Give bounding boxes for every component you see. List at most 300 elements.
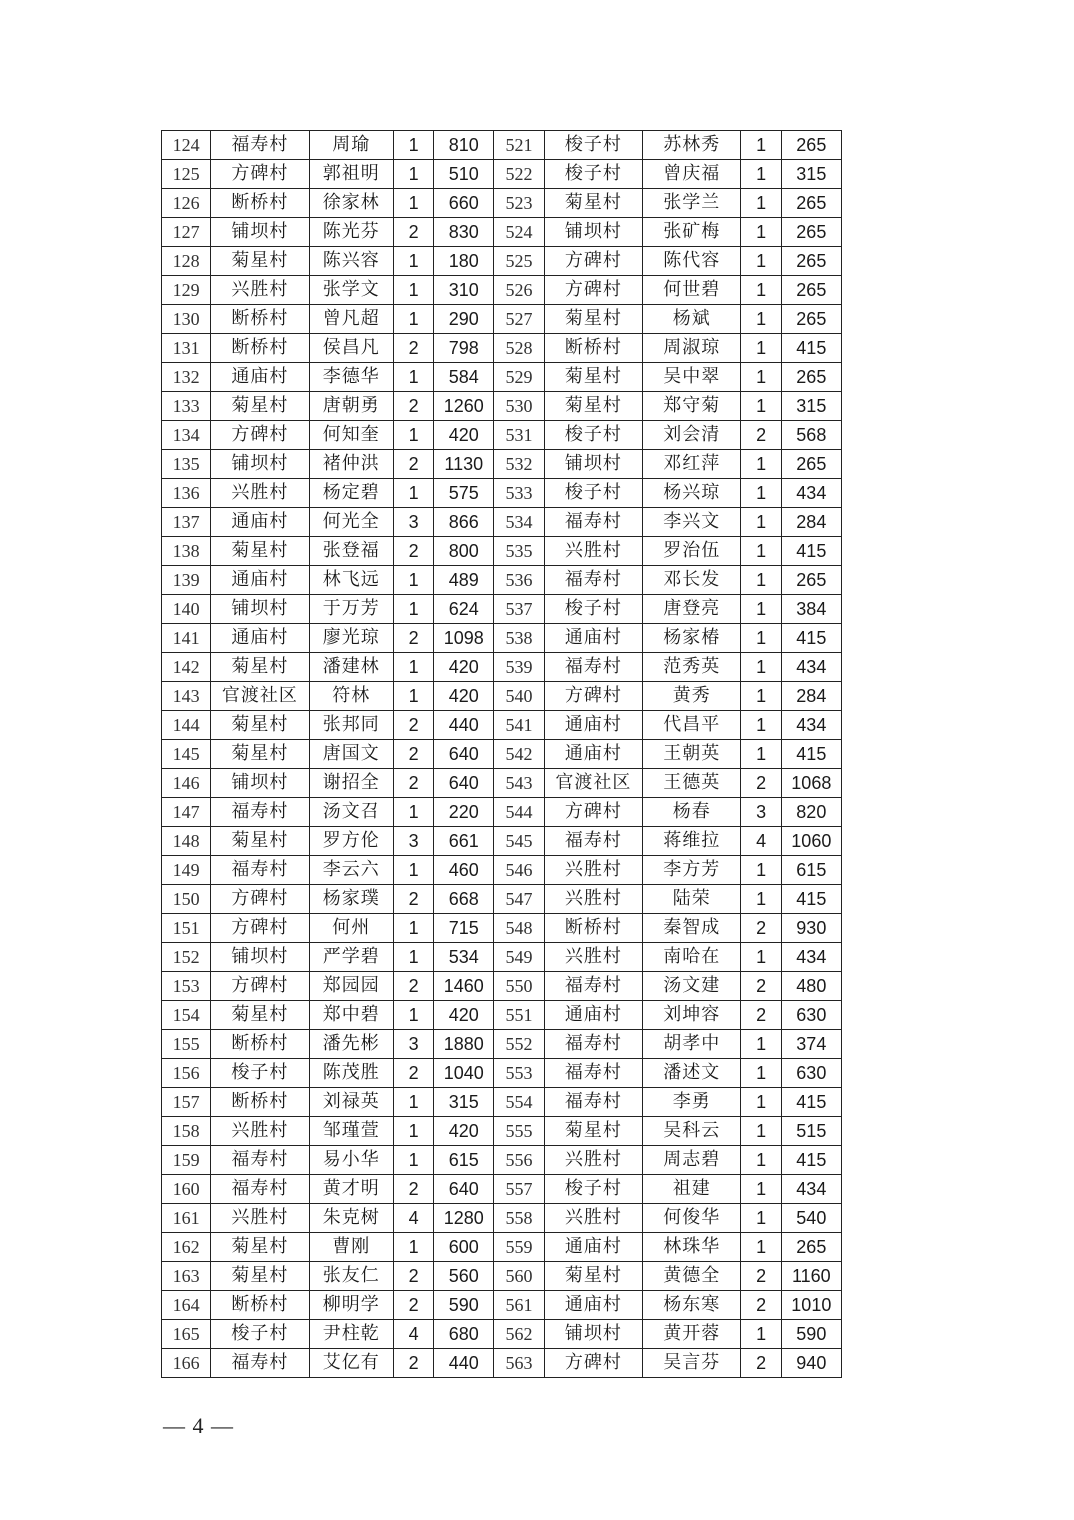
cell-amount: 265 <box>781 131 841 160</box>
cell-household-size: 1 <box>393 798 433 827</box>
cell-name: 杨东寒 <box>643 1291 741 1320</box>
cell-row-number: 144 <box>162 711 211 740</box>
cell-village: 菊星村 <box>544 392 642 421</box>
cell-row-number: 156 <box>162 1059 211 1088</box>
cell-name: 陆荣 <box>643 885 741 914</box>
cell-village: 通庙村 <box>544 711 642 740</box>
cell-row-number: 133 <box>162 392 211 421</box>
cell-village: 福寿村 <box>544 1059 642 1088</box>
cell-row-number: 562 <box>494 1320 544 1349</box>
cell-row-number: 127 <box>162 218 211 247</box>
cell-household-size: 1 <box>741 1204 781 1233</box>
cell-village: 福寿村 <box>211 1349 309 1378</box>
cell-amount: 1160 <box>781 1262 841 1291</box>
cell-row-number: 162 <box>162 1233 211 1262</box>
cell-amount: 661 <box>434 827 494 856</box>
cell-village: 通庙村 <box>211 566 309 595</box>
cell-amount: 415 <box>781 537 841 566</box>
cell-amount: 560 <box>434 1262 494 1291</box>
table-row <box>162 595 842 624</box>
cell-amount: 284 <box>781 682 841 711</box>
cell-name: 艾亿有 <box>309 1349 393 1378</box>
cell-village: 兴胜村 <box>211 479 309 508</box>
cell-amount: 290 <box>434 305 494 334</box>
cell-household-size: 2 <box>741 1291 781 1320</box>
table-row <box>162 914 842 943</box>
cell-row-number: 154 <box>162 1001 211 1030</box>
cell-household-size: 1 <box>393 1001 433 1030</box>
cell-village: 兴胜村 <box>544 943 642 972</box>
cell-household-size: 1 <box>393 305 433 334</box>
table-row <box>162 479 842 508</box>
cell-village: 梭子村 <box>544 479 642 508</box>
cell-row-number: 149 <box>162 856 211 885</box>
table-row <box>162 885 842 914</box>
cell-row-number: 129 <box>162 276 211 305</box>
cell-village: 兴胜村 <box>544 1204 642 1233</box>
cell-household-size: 1 <box>741 740 781 769</box>
table-row <box>162 160 842 189</box>
table-row <box>162 943 842 972</box>
cell-name: 朱克树 <box>309 1204 393 1233</box>
cell-amount: 420 <box>434 1001 494 1030</box>
cell-name: 张学文 <box>309 276 393 305</box>
cell-household-size: 1 <box>393 131 433 160</box>
cell-name: 何光全 <box>309 508 393 537</box>
cell-household-size: 1 <box>393 1146 433 1175</box>
table-row <box>162 421 842 450</box>
cell-name: 蒋维拉 <box>643 827 741 856</box>
cell-name: 林飞远 <box>309 566 393 595</box>
table-row <box>162 1320 842 1349</box>
cell-amount: 660 <box>434 189 494 218</box>
cell-household-size: 2 <box>741 421 781 450</box>
cell-village: 方碑村 <box>544 1349 642 1378</box>
cell-amount: 630 <box>781 1059 841 1088</box>
cell-name: 刘坤容 <box>643 1001 741 1030</box>
cell-village: 菊星村 <box>211 711 309 740</box>
cell-village: 官渡社区 <box>544 769 642 798</box>
cell-amount: 630 <box>781 1001 841 1030</box>
cell-village: 菊星村 <box>211 247 309 276</box>
cell-household-size: 1 <box>393 479 433 508</box>
cell-household-size: 1 <box>393 276 433 305</box>
cell-household-size: 1 <box>741 363 781 392</box>
cell-name: 杨家璞 <box>309 885 393 914</box>
cell-row-number: 139 <box>162 566 211 595</box>
cell-row-number: 141 <box>162 624 211 653</box>
table-row <box>162 189 842 218</box>
cell-village: 方碑村 <box>544 798 642 827</box>
cell-village: 菊星村 <box>211 653 309 682</box>
cell-household-size: 2 <box>393 711 433 740</box>
table-row <box>162 131 842 160</box>
cell-name: 谢招全 <box>309 769 393 798</box>
cell-village: 兴胜村 <box>211 276 309 305</box>
cell-village: 断桥村 <box>211 334 309 363</box>
cell-row-number: 541 <box>494 711 544 740</box>
cell-row-number: 539 <box>494 653 544 682</box>
cell-row-number: 557 <box>494 1175 544 1204</box>
cell-household-size: 1 <box>393 1088 433 1117</box>
cell-amount: 615 <box>781 856 841 885</box>
cell-row-number: 125 <box>162 160 211 189</box>
cell-amount: 866 <box>434 508 494 537</box>
cell-village: 方碑村 <box>211 885 309 914</box>
cell-village: 断桥村 <box>211 1088 309 1117</box>
cell-row-number: 142 <box>162 653 211 682</box>
cell-village: 福寿村 <box>211 1146 309 1175</box>
cell-row-number: 532 <box>494 450 544 479</box>
cell-amount: 315 <box>781 392 841 421</box>
cell-name: 王德英 <box>643 769 741 798</box>
cell-row-number: 523 <box>494 189 544 218</box>
cell-village: 铺坝村 <box>544 218 642 247</box>
cell-village: 福寿村 <box>211 131 309 160</box>
cell-household-size: 4 <box>741 827 781 856</box>
cell-name: 陈代容 <box>643 247 741 276</box>
cell-row-number: 548 <box>494 914 544 943</box>
cell-amount: 568 <box>781 421 841 450</box>
cell-village: 兴胜村 <box>211 1117 309 1146</box>
cell-household-size: 1 <box>741 1320 781 1349</box>
cell-row-number: 132 <box>162 363 211 392</box>
cell-household-size: 1 <box>393 914 433 943</box>
cell-household-size: 2 <box>741 1262 781 1291</box>
cell-amount: 930 <box>781 914 841 943</box>
cell-name: 陈兴容 <box>309 247 393 276</box>
cell-name: 易小华 <box>309 1146 393 1175</box>
cell-row-number: 533 <box>494 479 544 508</box>
cell-name: 何世碧 <box>643 276 741 305</box>
cell-name: 罗治伍 <box>643 537 741 566</box>
cell-row-number: 530 <box>494 392 544 421</box>
cell-name: 侯昌凡 <box>309 334 393 363</box>
cell-row-number: 549 <box>494 943 544 972</box>
cell-amount: 265 <box>781 247 841 276</box>
cell-household-size: 1 <box>741 276 781 305</box>
cell-village: 断桥村 <box>211 1030 309 1059</box>
cell-amount: 420 <box>434 421 494 450</box>
cell-row-number: 165 <box>162 1320 211 1349</box>
cell-household-size: 1 <box>393 943 433 972</box>
cell-name: 李勇 <box>643 1088 741 1117</box>
cell-village: 方碑村 <box>211 972 309 1001</box>
cell-name: 吴言芬 <box>643 1349 741 1378</box>
table-row <box>162 247 842 276</box>
cell-household-size: 1 <box>741 131 781 160</box>
cell-name: 郑园园 <box>309 972 393 1001</box>
cell-name: 符林 <box>309 682 393 711</box>
cell-household-size: 2 <box>393 769 433 798</box>
cell-household-size: 1 <box>393 247 433 276</box>
table-row <box>162 566 842 595</box>
cell-name: 曾庆福 <box>643 160 741 189</box>
cell-row-number: 128 <box>162 247 211 276</box>
cell-name: 邓红萍 <box>643 450 741 479</box>
cell-household-size: 1 <box>393 189 433 218</box>
cell-amount: 1280 <box>434 1204 494 1233</box>
cell-row-number: 521 <box>494 131 544 160</box>
cell-amount: 489 <box>434 566 494 595</box>
cell-name: 李德华 <box>309 363 393 392</box>
cell-village: 兴胜村 <box>544 1146 642 1175</box>
cell-name: 杨定碧 <box>309 479 393 508</box>
cell-village: 通庙村 <box>211 508 309 537</box>
cell-village: 福寿村 <box>544 1088 642 1117</box>
cell-village: 官渡社区 <box>211 682 309 711</box>
cell-village: 断桥村 <box>211 189 309 218</box>
cell-amount: 1068 <box>781 769 841 798</box>
cell-name: 何俊华 <box>643 1204 741 1233</box>
cell-row-number: 150 <box>162 885 211 914</box>
cell-village: 铺坝村 <box>544 450 642 479</box>
cell-row-number: 147 <box>162 798 211 827</box>
cell-row-number: 135 <box>162 450 211 479</box>
table-row <box>162 740 842 769</box>
cell-village: 福寿村 <box>544 508 642 537</box>
cell-amount: 640 <box>434 740 494 769</box>
cell-amount: 820 <box>781 798 841 827</box>
table-row <box>162 972 842 1001</box>
cell-row-number: 166 <box>162 1349 211 1378</box>
cell-village: 兴胜村 <box>544 885 642 914</box>
cell-village: 福寿村 <box>211 856 309 885</box>
cell-village: 通庙村 <box>544 740 642 769</box>
cell-name: 杨春 <box>643 798 741 827</box>
cell-household-size: 1 <box>741 653 781 682</box>
table-row <box>162 1059 842 1088</box>
cell-household-size: 1 <box>741 305 781 334</box>
cell-name: 于万芳 <box>309 595 393 624</box>
cell-name: 杨兴琼 <box>643 479 741 508</box>
cell-name: 尹柱乾 <box>309 1320 393 1349</box>
table-row <box>162 537 842 566</box>
cell-household-size: 1 <box>741 856 781 885</box>
cell-village: 铺坝村 <box>211 943 309 972</box>
table-row <box>162 798 842 827</box>
cell-row-number: 163 <box>162 1262 211 1291</box>
cell-amount: 480 <box>781 972 841 1001</box>
table-row <box>162 856 842 885</box>
table-row <box>162 1001 842 1030</box>
cell-household-size: 3 <box>393 1030 433 1059</box>
cell-household-size: 1 <box>741 1088 781 1117</box>
cell-amount: 715 <box>434 914 494 943</box>
cell-amount: 680 <box>434 1320 494 1349</box>
cell-amount: 384 <box>781 595 841 624</box>
cell-household-size: 1 <box>741 334 781 363</box>
cell-name: 杨斌 <box>643 305 741 334</box>
cell-name: 李兴文 <box>643 508 741 537</box>
cell-village: 铺坝村 <box>211 769 309 798</box>
cell-name: 汤文建 <box>643 972 741 1001</box>
table-row <box>162 392 842 421</box>
cell-row-number: 534 <box>494 508 544 537</box>
cell-row-number: 538 <box>494 624 544 653</box>
cell-amount: 310 <box>434 276 494 305</box>
cell-amount: 265 <box>781 1233 841 1262</box>
cell-name: 张矿梅 <box>643 218 741 247</box>
cell-amount: 420 <box>434 682 494 711</box>
cell-amount: 434 <box>781 1175 841 1204</box>
cell-village: 福寿村 <box>544 972 642 1001</box>
cell-amount: 940 <box>781 1349 841 1378</box>
cell-village: 梭子村 <box>211 1320 309 1349</box>
cell-row-number: 124 <box>162 131 211 160</box>
cell-village: 梭子村 <box>544 131 642 160</box>
cell-village: 方碑村 <box>211 421 309 450</box>
cell-name: 郑中碧 <box>309 1001 393 1030</box>
cell-name: 郭祖明 <box>309 160 393 189</box>
cell-village: 菊星村 <box>544 189 642 218</box>
cell-name: 胡孝中 <box>643 1030 741 1059</box>
cell-row-number: 164 <box>162 1291 211 1320</box>
cell-household-size: 1 <box>741 392 781 421</box>
cell-name: 柳明学 <box>309 1291 393 1320</box>
cell-amount: 440 <box>434 711 494 740</box>
cell-village: 菊星村 <box>544 305 642 334</box>
cell-name: 杨家椿 <box>643 624 741 653</box>
cell-amount: 265 <box>781 363 841 392</box>
cell-row-number: 153 <box>162 972 211 1001</box>
cell-household-size: 2 <box>393 1349 433 1378</box>
cell-village: 兴胜村 <box>544 856 642 885</box>
cell-village: 梭子村 <box>211 1059 309 1088</box>
cell-name: 黄秀 <box>643 682 741 711</box>
cell-village: 断桥村 <box>544 334 642 363</box>
table-row <box>162 1262 842 1291</box>
cell-name: 曹刚 <box>309 1233 393 1262</box>
cell-amount: 415 <box>781 1088 841 1117</box>
cell-name: 李云六 <box>309 856 393 885</box>
cell-row-number: 145 <box>162 740 211 769</box>
cell-village: 菊星村 <box>211 827 309 856</box>
cell-village: 兴胜村 <box>544 537 642 566</box>
cell-village: 福寿村 <box>544 827 642 856</box>
cell-amount: 284 <box>781 508 841 537</box>
cell-amount: 265 <box>781 566 841 595</box>
cell-name: 张学兰 <box>643 189 741 218</box>
cell-row-number: 544 <box>494 798 544 827</box>
cell-village: 方碑村 <box>544 247 642 276</box>
cell-amount: 415 <box>781 740 841 769</box>
cell-household-size: 1 <box>741 1146 781 1175</box>
cell-row-number: 148 <box>162 827 211 856</box>
cell-amount: 315 <box>781 160 841 189</box>
cell-household-size: 1 <box>741 1030 781 1059</box>
cell-row-number: 138 <box>162 537 211 566</box>
cell-household-size: 2 <box>393 450 433 479</box>
cell-household-size: 2 <box>393 1175 433 1204</box>
cell-row-number: 547 <box>494 885 544 914</box>
cell-village: 铺坝村 <box>211 595 309 624</box>
table-row <box>162 305 842 334</box>
cell-name: 张友仁 <box>309 1262 393 1291</box>
cell-household-size: 1 <box>741 1059 781 1088</box>
table-row <box>162 682 842 711</box>
cell-row-number: 155 <box>162 1030 211 1059</box>
cell-village: 铺坝村 <box>544 1320 642 1349</box>
cell-amount: 590 <box>781 1320 841 1349</box>
cell-row-number: 157 <box>162 1088 211 1117</box>
cell-name: 周淑琼 <box>643 334 741 363</box>
cell-household-size: 2 <box>741 972 781 1001</box>
cell-amount: 534 <box>434 943 494 972</box>
cell-name: 唐国文 <box>309 740 393 769</box>
cell-name: 邓长发 <box>643 566 741 595</box>
cell-village: 福寿村 <box>544 1030 642 1059</box>
table-row <box>162 363 842 392</box>
cell-row-number: 529 <box>494 363 544 392</box>
cell-row-number: 535 <box>494 537 544 566</box>
cell-amount: 1460 <box>434 972 494 1001</box>
cell-household-size: 1 <box>741 160 781 189</box>
cell-household-size: 1 <box>393 566 433 595</box>
cell-household-size: 2 <box>393 1059 433 1088</box>
cell-name: 南哈在 <box>643 943 741 972</box>
cell-amount: 415 <box>781 885 841 914</box>
cell-village: 断桥村 <box>544 914 642 943</box>
cell-amount: 590 <box>434 1291 494 1320</box>
cell-row-number: 151 <box>162 914 211 943</box>
table-row <box>162 508 842 537</box>
cell-name: 何知奎 <box>309 421 393 450</box>
cell-amount: 265 <box>781 276 841 305</box>
cell-household-size: 1 <box>741 508 781 537</box>
table-row <box>162 711 842 740</box>
cell-household-size: 1 <box>393 682 433 711</box>
cell-village: 菊星村 <box>211 1233 309 1262</box>
cell-amount: 415 <box>781 624 841 653</box>
table-row <box>162 1175 842 1204</box>
cell-household-size: 2 <box>741 769 781 798</box>
cell-household-size: 3 <box>741 798 781 827</box>
cell-household-size: 1 <box>393 421 433 450</box>
cell-row-number: 560 <box>494 1262 544 1291</box>
cell-village: 梭子村 <box>544 595 642 624</box>
cell-amount: 810 <box>434 131 494 160</box>
cell-name: 黄开蓉 <box>643 1320 741 1349</box>
table-row <box>162 1030 842 1059</box>
cell-village: 福寿村 <box>544 566 642 595</box>
cell-name: 刘禄英 <box>309 1088 393 1117</box>
cell-village: 菊星村 <box>211 537 309 566</box>
cell-row-number: 143 <box>162 682 211 711</box>
roster-table-body <box>162 131 842 1378</box>
cell-household-size: 1 <box>741 189 781 218</box>
cell-amount: 460 <box>434 856 494 885</box>
cell-village: 铺坝村 <box>211 218 309 247</box>
cell-row-number: 537 <box>494 595 544 624</box>
cell-row-number: 160 <box>162 1175 211 1204</box>
cell-row-number: 545 <box>494 827 544 856</box>
cell-amount: 624 <box>434 595 494 624</box>
table-row <box>162 450 842 479</box>
cell-village: 福寿村 <box>211 798 309 827</box>
cell-amount: 575 <box>434 479 494 508</box>
cell-name: 潘述文 <box>643 1059 741 1088</box>
table-row <box>162 218 842 247</box>
cell-row-number: 131 <box>162 334 211 363</box>
cell-row-number: 536 <box>494 566 544 595</box>
cell-name: 潘建林 <box>309 653 393 682</box>
cell-village: 菊星村 <box>544 1117 642 1146</box>
cell-village: 菊星村 <box>544 363 642 392</box>
cell-row-number: 561 <box>494 1291 544 1320</box>
cell-row-number: 542 <box>494 740 544 769</box>
cell-amount: 1260 <box>434 392 494 421</box>
